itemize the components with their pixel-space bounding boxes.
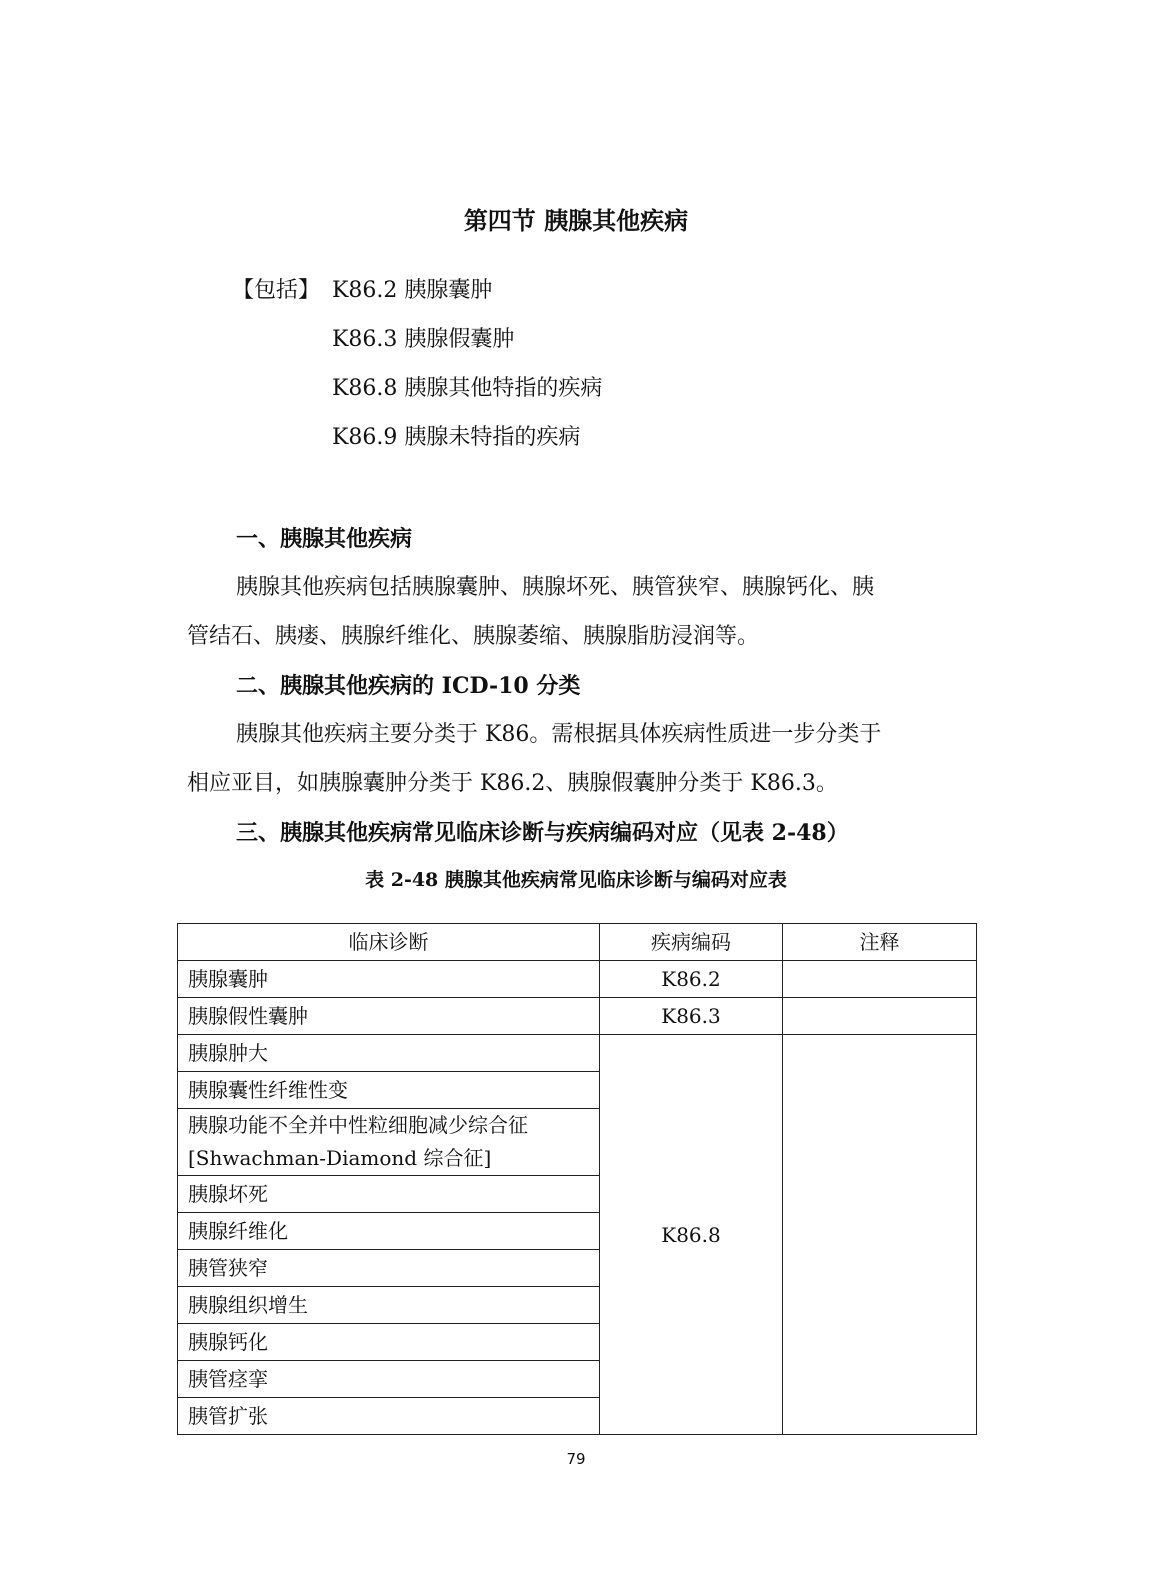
table-row (178, 998, 977, 1035)
diagnosis-text: 胰腺囊性纤维性变 (188, 1078, 348, 1102)
diagnosis-text: 胰管扩张 (188, 1404, 268, 1428)
diagnosis-text: 胰腺坏死 (188, 1182, 268, 1206)
diagnosis-cell (178, 1324, 600, 1361)
includes-item: K86.2 胰腺囊肿 (332, 278, 493, 303)
table-header-row (178, 924, 977, 961)
code-cell: K86.3 (600, 998, 783, 1035)
section-heading-3: 三、胰腺其他疾病常见临床诊断与疾病编码对应（见表 2-48） (236, 820, 849, 846)
paragraph-line: 管结石、胰瘘、胰腺纤维化、胰腺萎缩、胰腺脂肪浸润等。 (187, 624, 760, 649)
paragraph-line: 相应亚目，如胰腺囊肿分类于 K86.2、胰腺假囊肿分类于 K86.3。 (187, 771, 838, 796)
diagnosis-cell (178, 1072, 600, 1109)
includes-lead: 【包括】 (232, 278, 321, 303)
table-row (178, 961, 977, 998)
diagnosis-text: 胰管痉挛 (188, 1367, 268, 1391)
diagnosis-text: 胰腺纤维化 (188, 1219, 288, 1243)
table-caption: 表 2-48 胰腺其他疾病常见临床诊断与编码对应表 (365, 869, 787, 891)
note-cell (783, 961, 977, 998)
diagnosis-text-line2: [Shwachman-Diamond 综合征] (188, 1146, 492, 1170)
diagnosis-cell (178, 1176, 600, 1213)
includes-item: K86.8 胰腺其他特指的疾病 (332, 376, 603, 401)
note-cell (783, 998, 977, 1035)
header-diagnosis: 临床诊断 (178, 924, 600, 961)
diagnosis-cell: 胰腺囊肿 (178, 961, 600, 998)
diagnosis-cell (178, 1398, 600, 1435)
table-row (178, 1035, 977, 1072)
diagnosis-text: 胰腺肿大 (188, 1041, 268, 1065)
header-note: 注释 (783, 924, 977, 961)
group-note-cell (783, 1035, 977, 1435)
diagnosis-cell: 胰腺假性囊肿 (178, 998, 600, 1035)
section-title: 第四节 胰腺其他疾病 (463, 206, 689, 235)
paragraph-line: 胰腺其他疾病主要分类于 K86。需根据具体疾病性质进一步分类于 (236, 722, 882, 747)
diagnosis-cell (178, 1287, 600, 1324)
diagnosis-text: 胰管狭窄 (188, 1256, 268, 1280)
diagnosis-text: 胰腺钙化 (188, 1330, 268, 1354)
diagnosis-cell (178, 1213, 600, 1250)
diagnosis-cell (178, 1250, 600, 1287)
code-cell: K86.2 (600, 961, 783, 998)
section-heading-2: 二、胰腺其他疾病的 ICD-10 分类 (236, 673, 581, 699)
paragraph-line: 胰腺其他疾病包括胰腺囊肿、胰腺坏死、胰管狭窄、胰腺钙化、胰 (236, 575, 875, 600)
diagnosis-text: 胰腺组织增生 (188, 1293, 308, 1317)
diagnosis-cell (178, 1109, 600, 1176)
includes-item: K86.3 胰腺假囊肿 (332, 327, 515, 352)
diagnosis-cell (178, 1361, 600, 1398)
section-heading-1: 一、胰腺其他疾病 (236, 526, 413, 552)
includes-item: K86.9 胰腺未特指的疾病 (332, 425, 581, 450)
page-number: 79 (566, 1450, 586, 1468)
header-code: 疾病编码 (600, 924, 783, 961)
group-code-cell: K86.8 (600, 1035, 783, 1435)
diagnosis-cell (178, 1035, 600, 1072)
diagnosis-code-table (177, 923, 977, 1435)
diagnosis-text: 胰腺功能不全并中性粒细胞减少综合征 (188, 1113, 528, 1137)
